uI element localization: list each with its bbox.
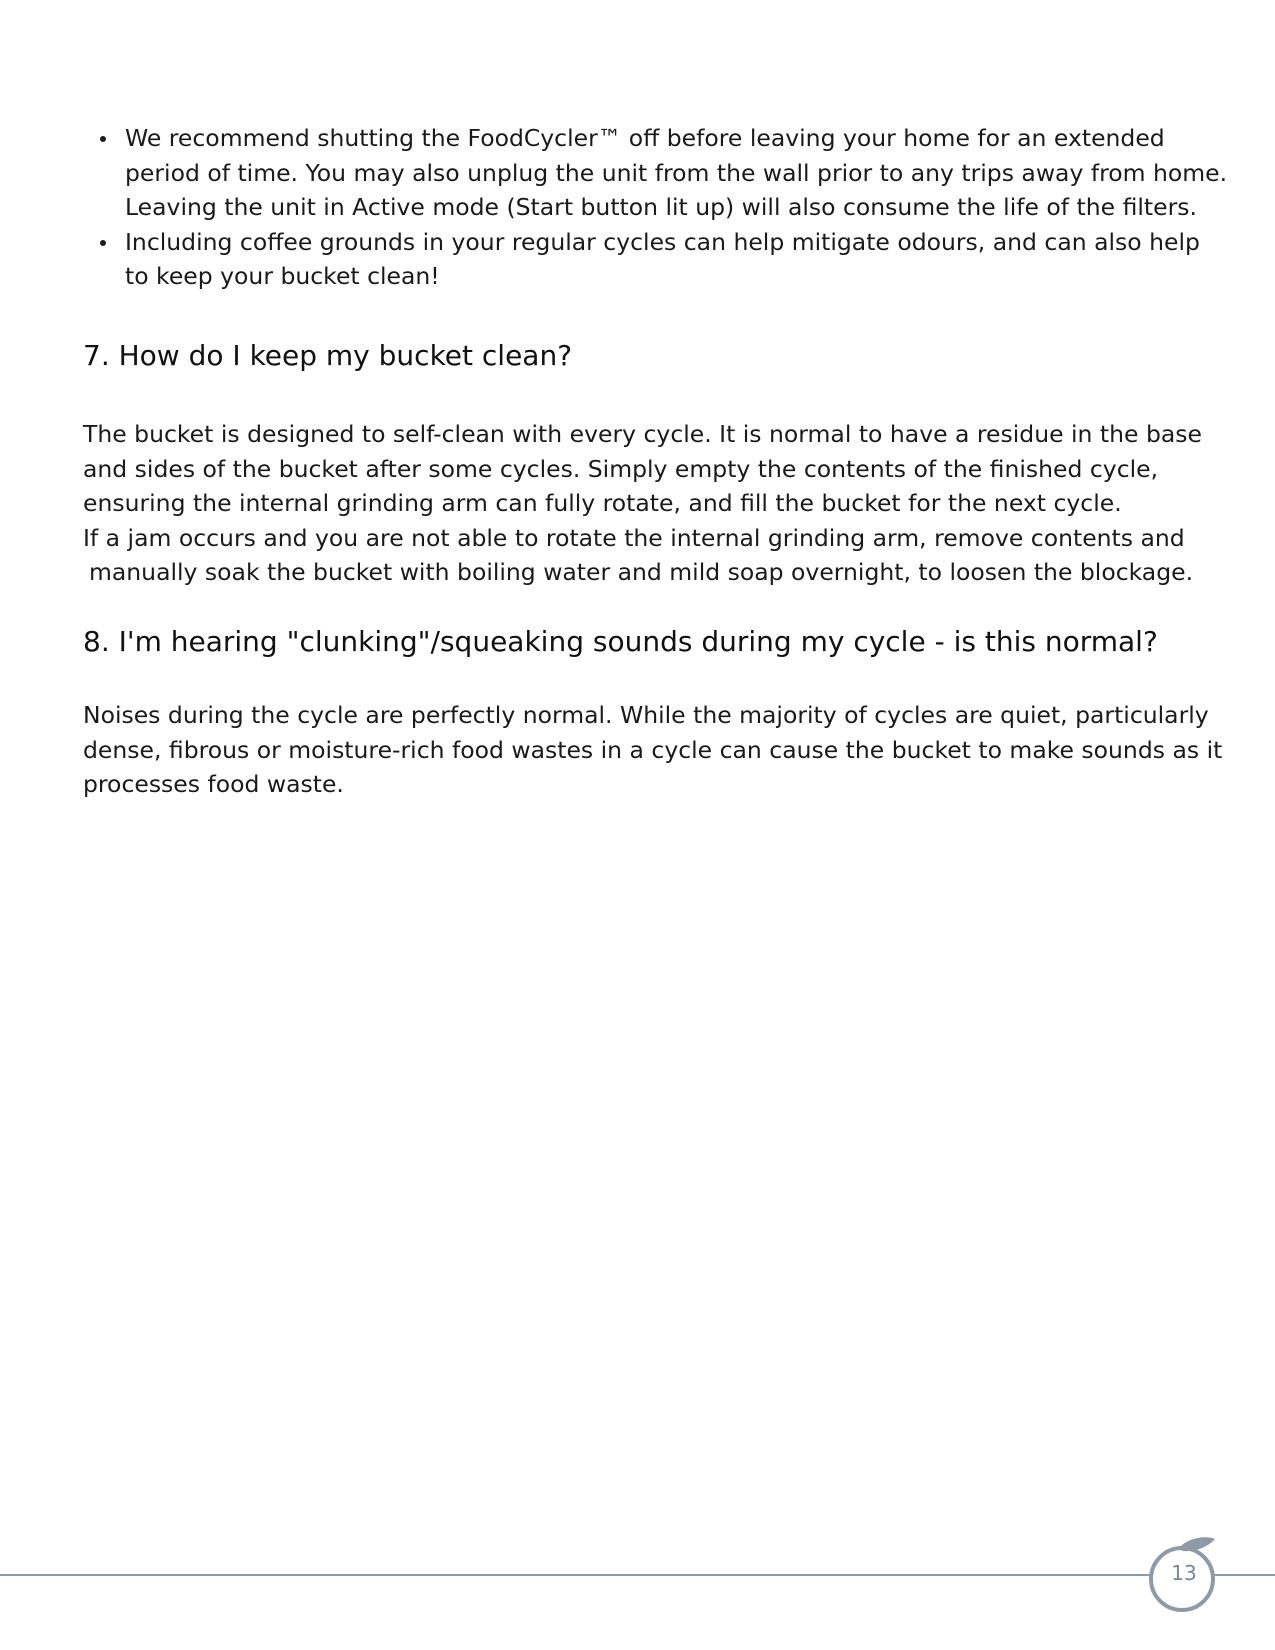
page-number: 13	[1171, 1561, 1197, 1585]
text-line: Including coffee grounds in your regular cycles can help mitigate odours, and can also help	[125, 227, 1200, 256]
text-line: Noises during the cycle are perfectly normal. While the majority of cycles are quiet, particularly	[83, 701, 1209, 729]
section-8-body	[83, 698, 1223, 802]
text-line: If a jam occurs and you are not able to rotate the internal grinding arm, remove contents and	[83, 523, 1185, 552]
text-line: and sides of the bucket after some cycles. Simply empty the contents of the finished cycle,	[83, 454, 1159, 483]
text-line: The bucket is designed to self-clean with every cycle. It is normal to have a residue in the base	[83, 420, 1202, 448]
text-line: ensuring the internal grinding arm can fully rotate, and fill the bucket for the next cycle.	[83, 489, 1122, 518]
bullet-dot-icon	[100, 240, 106, 246]
text-line: period of time. You may also unplug the unit from the wall prior to any trips away from home.	[125, 158, 1228, 187]
section-7-heading: 7. How do I keep my bucket clean?	[83, 339, 573, 372]
text-line: We recommend shutting the FoodCycler™ off before leaving your home for an extended	[125, 124, 1165, 152]
text-line: to keep your bucket clean!	[125, 262, 440, 291]
section-8-heading: 8. I'm hearing "clunking"/squeaking sounds during my cycle - is this normal?	[83, 625, 1158, 658]
text-line: Leaving the unit in Active mode (Start button lit up) will also consume the life of the filters.	[125, 193, 1197, 222]
bullet-item-shutoff	[83, 121, 1228, 225]
text-line: processes food waste.	[83, 770, 344, 799]
bullet-item-coffee-grounds	[83, 225, 1200, 294]
footer-rule	[0, 1574, 1275, 1576]
bullet-dot-icon	[100, 136, 106, 142]
tips-bullet-list	[83, 121, 1228, 294]
section-7-body	[83, 417, 1202, 590]
text-line: dense, fibrous or moisture-rich food wastes in a cycle can cause the bucket to make sounds as it	[83, 735, 1223, 764]
text-line: manually soak the bucket with boiling water and mild soap overnight, to loosen the blockage.	[89, 558, 1194, 587]
